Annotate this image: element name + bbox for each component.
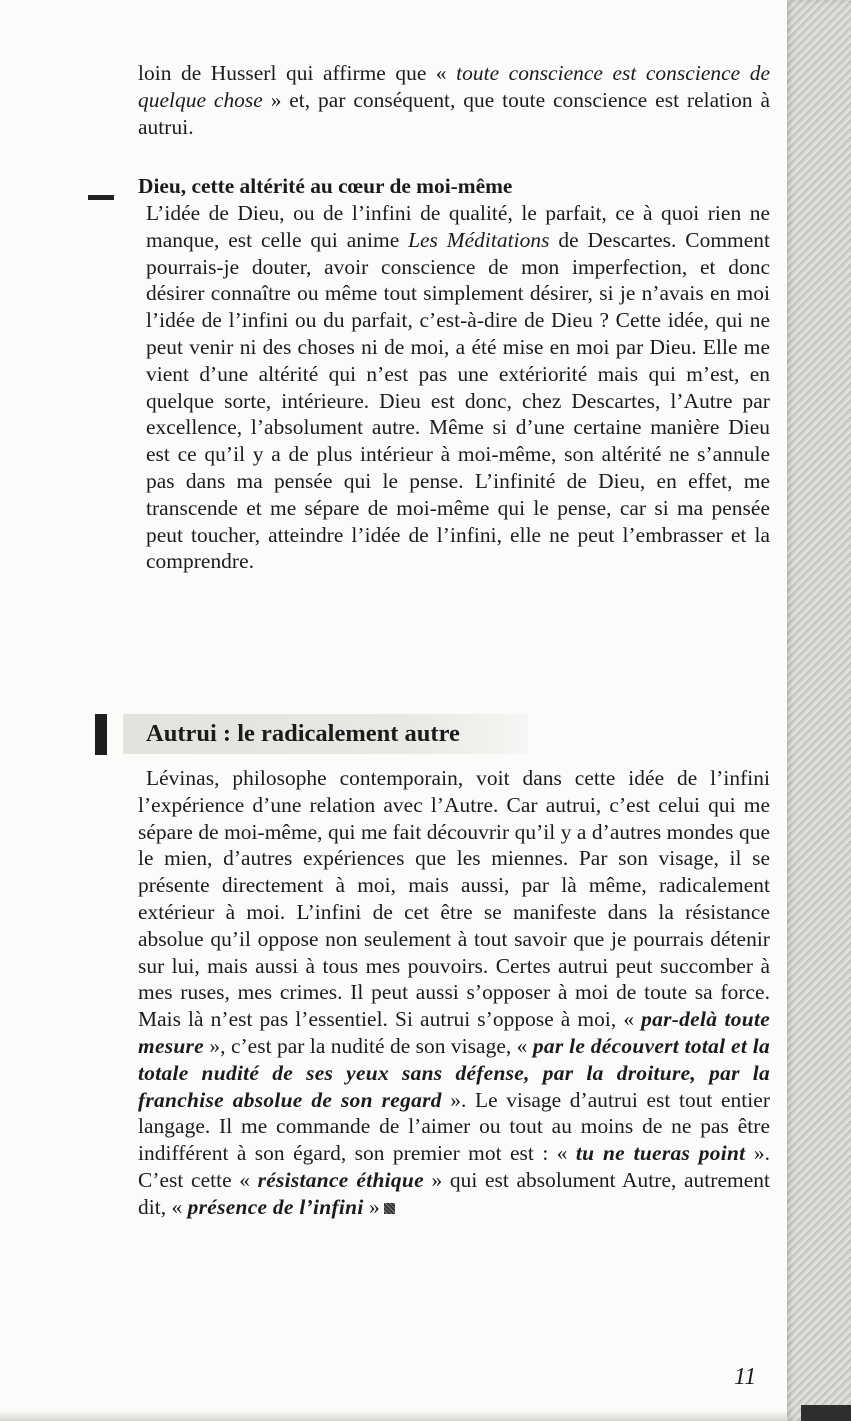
text-run-italic: toute conscience est conscience de quelque chose	[138, 61, 770, 112]
quote-run: par-delà toute mesure	[138, 1007, 770, 1058]
text-run: » et, par conséquent, que toute conscience est relation à autrui.	[138, 87, 771, 139]
subsection-heading: Dieu, cette altérité au cœur de moi-même	[138, 174, 513, 198]
text-run: Lévinas, philosophe contemporain, voit dans cette idée de l’infini l’expérience d’une relation avec l’Autre. Car autrui, c’est celui qui me sépare de moi-même, qui me fait découvrir qu’il y a d’autres mondes que le mien, d’autres expériences que les miennes. Par son visage, il se présente directement à moi, mais aussi, par là même, radicalement extérieur à moi. L’infini de cet être se manifeste dans la résistance absolue qu’il oppose non seulement à tout savoir que je pourrais détenir sur lui, mais aussi à tous mes pouvoirs. Certes autrui peut succomber à mes ruses, mes crimes. Il peut aussi s’opposer à moi de toute sa force. Mais là n’est pas l’essentiel. Si autrui s’oppose à moi, «	[138, 766, 770, 1032]
quote-run: par le découvert total et la totale nudité de ses yeux sans défense, par la droiture, par la franchise absolue de son regard	[138, 1033, 770, 1112]
quote-run: tu ne tueras point	[575, 1141, 746, 1166]
text-run: » qui est absolument Autre, autrement dit, «	[138, 1167, 770, 1219]
bottom-edge-shadow	[0, 1411, 787, 1421]
text-run-italic: Les Méditations	[408, 227, 550, 252]
text-run: L’idée de Dieu, ou de l’infini de qualité, le parfait, ce à quoi rien ne manque, est celle qui anime	[146, 201, 770, 252]
quote-run: présence de l’infini	[187, 1194, 364, 1219]
section-marker-bar	[95, 714, 107, 755]
text-run: de Descartes. Comment pourrais-je douter, avoir conscience de mon imperfection, et donc désirer connaître ou même tout simplement désirer, si je n’avais en moi l’idée de l’infini ou du parfait, c’est-à-dire de Dieu ? Cette idée, qui ne peut venir ni des choses ni de moi, a été mise en moi par Dieu. Elle me vient d’une altérité qui n’est pas une extériorité mais qui m’est, en quelque sorte, intérieure. Dieu est donc, chez Descartes, l’Autre par excellence, l’absolument autre. Même si d’une certaine manière Dieu est ce qu’il y a de plus intérieur à moi-même, son altérité ne s’annule pas dans ma pensée qui le pense. L’infinité de Dieu, en effet, me transcende et me sépare de moi-même qui le pense, car si ma pensée peut toucher, atteindre l’idée de l’infini, elle ne peut l’embrasser et la comprendre.	[146, 227, 770, 574]
end-square-icon	[384, 1203, 395, 1214]
subsection-paragraph	[146, 200, 770, 575]
intro-paragraph	[138, 60, 770, 140]
text-run: », c’est par la nudité de son visage, «	[203, 1033, 533, 1058]
section-heading: Autrui : le radicalement autre	[146, 720, 460, 747]
text-run: »	[363, 1194, 380, 1219]
text-run: loin de Husserl qui affirme que «	[138, 61, 457, 85]
section-paragraph	[138, 765, 770, 1221]
page-number: 11	[734, 1364, 757, 1390]
page-edge-shadow	[787, 0, 851, 1421]
text-run: ». C’est cette «	[138, 1141, 770, 1192]
text-run: ». Le visage d’autrui est tout entier langage. Il me commande de l’aimer ou tout au moins de ne pas être indifférent à son égard, son premier mot est : «	[138, 1087, 771, 1166]
quote-run: résistance éthique	[257, 1167, 424, 1192]
subsection-dash-marker	[88, 195, 114, 200]
